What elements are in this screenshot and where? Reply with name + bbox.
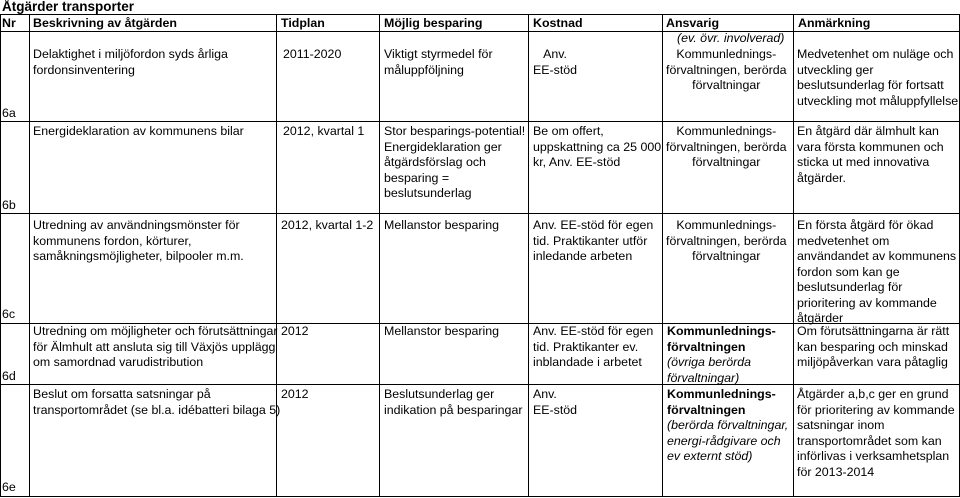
row-6c-ansvarig (666, 218, 787, 265)
row-6e-tidplan (281, 387, 309, 403)
line: Mellanstor besparing (384, 218, 500, 232)
line: indikation på besparingar (384, 402, 523, 417)
row-6b-nr: 6b (2, 198, 16, 212)
line: förvaltningen, berörda (666, 62, 787, 77)
row-6e-nr: 6e (2, 480, 16, 494)
col-border-left (0, 14, 1, 497)
row-6c-beskrivning (33, 218, 244, 265)
line: Energideklaration ger (384, 139, 502, 154)
line: Åtgärder a,b,c ger en grund (797, 387, 949, 401)
row-border-6b (0, 213, 960, 214)
line: Stor besparings-potential! (384, 124, 526, 138)
line: Kommunlednings- (676, 47, 777, 61)
line: Medvetenhet om nuläge och (797, 47, 954, 61)
header-nr: Nr (2, 16, 16, 30)
line: tid. Praktikanter utför (533, 233, 648, 248)
line: Anv. EE-stöd för egen (533, 218, 654, 232)
col-border-tidplan (379, 14, 380, 497)
line: förvaltningen (667, 402, 746, 417)
line: åtgärder (797, 311, 844, 325)
row-6a-ansvarig (666, 47, 787, 94)
line: 2011-2020 (283, 47, 342, 61)
line: En första åtgärd för ökad (797, 218, 934, 232)
col-border-ansvarig (793, 14, 794, 497)
header-ansvarig-sub: (ev. övr. involverad) (677, 31, 785, 45)
line: Beslutsunderlag ger (384, 387, 495, 401)
line: införlivas i verksamhetsplan (797, 449, 950, 463)
row-6a-beskrivning (33, 47, 228, 78)
line: vara första kommunen och (797, 139, 944, 154)
line: miljöpåverkan vara påtaglig (797, 355, 948, 369)
col-border-nr (29, 14, 30, 497)
col-border-kostnad (662, 14, 663, 497)
line: inledande arbeten (533, 249, 633, 263)
row-6e-kostnad (533, 387, 577, 418)
line: (berörda förvaltningar, (667, 418, 789, 432)
line: kan besparing och minskad (797, 339, 948, 354)
row-6c-nr: 6c (2, 307, 16, 321)
page-title: Åtgärder transporter (2, 0, 135, 14)
row-6d-kostnad (533, 324, 653, 371)
line: Energideklaration av kommunens bilar (33, 124, 244, 138)
line: förvaltningar) (667, 370, 740, 385)
line: 2012 (281, 324, 309, 338)
line: Mellanstor besparing (384, 324, 500, 338)
line: måluppföljning (384, 62, 464, 77)
line: inblandade i arbetet (533, 355, 642, 369)
row-6b-ansvarig (666, 124, 787, 171)
row-6e-beskrivning (33, 387, 280, 418)
line: Anv. EE-stöd för egen (533, 324, 654, 338)
line: fordon som kan ge (797, 264, 900, 279)
line: kommunens fordon, körturer, (33, 233, 192, 248)
row-6e-besparing (384, 387, 522, 418)
line: Kommunlednings- (676, 124, 777, 138)
line: medvetenhet om (797, 233, 890, 248)
line: Anv. (543, 47, 567, 61)
line: åtgärdsförslag och (384, 155, 486, 169)
line: fordonsinventering (33, 62, 135, 77)
row-6a-anmarkning (797, 47, 958, 109)
line: besparing = (384, 170, 450, 185)
row-6d-besparing (384, 324, 499, 340)
table-top-border (0, 14, 960, 15)
row-6b-beskrivning (33, 124, 244, 140)
line: utveckling ger (797, 62, 874, 77)
line: för prioritering av kommande (797, 402, 955, 417)
row-6d-nr: 6d (2, 369, 16, 383)
line: EE-stöd (533, 402, 578, 417)
line: förvaltningen (667, 339, 746, 354)
line: energi-rådgivare och (667, 433, 781, 448)
line: för Älmhult att ansluta sig till Växjös upplägg (33, 339, 276, 354)
line: transportområdet (se bl.a. idébatteri bilaga 5) (33, 402, 281, 417)
line: uppskattning ca 25 000 (533, 139, 662, 154)
row-6a-nr: 6a (2, 106, 16, 120)
row-border-6a (0, 121, 960, 122)
line: beslutsunderlag (384, 186, 472, 200)
line: beslutsunderlag för fortsatt (797, 78, 944, 92)
row-6b-besparing (384, 124, 525, 202)
row-6d-anmarkning (797, 324, 949, 371)
row-6c-kostnad (533, 218, 653, 265)
line: förvaltningar (692, 249, 761, 263)
line: Kommunlednings- (667, 324, 776, 338)
row-6b-anmarkning (797, 124, 944, 186)
line: användandet av kommunens (797, 249, 957, 263)
line: beslutsunderlag för (797, 280, 903, 294)
line: sticka ut med innovativa (797, 155, 930, 169)
header-anmarkning: Anmärkning (798, 16, 871, 30)
line: Delaktighet i miljöfordon syds årliga (33, 47, 228, 61)
line: kr, Anv. EE-stöd (533, 155, 621, 169)
row-6e-anmarkning (797, 387, 955, 480)
line: Be om offert, (533, 124, 604, 138)
header-beskrivning: Beskrivning av åtgärden (33, 16, 177, 30)
line: om samordnad varudistribution (33, 355, 204, 369)
line: samåkningsmöjligheter, bilpooler m.m. (33, 249, 244, 263)
row-6b-kostnad (533, 124, 661, 171)
line: Kommunlednings- (667, 387, 776, 401)
header-tidplan: Tidplan (281, 16, 325, 30)
line: prioritering av kommande (797, 295, 937, 310)
line: Utredning om möjligheter och förutsättningar (33, 324, 278, 338)
row-6b-tidplan (283, 124, 364, 140)
row-6c-besparing (384, 218, 499, 234)
line: förvaltningar (692, 78, 761, 92)
line: Utredning av användningsmönster för (33, 218, 240, 232)
line: för 2013-2014 (797, 464, 875, 479)
line: tid. Praktikanter ev. (533, 339, 639, 354)
line: förvaltningen, berörda (666, 139, 787, 154)
line: En åtgärd där älmhult kan (797, 124, 939, 138)
line: förvaltningen, berörda (666, 233, 787, 248)
row-6a-tidplan (283, 47, 341, 63)
row-6c-tidplan (281, 218, 373, 234)
row-6a-kostnad (533, 47, 577, 78)
row-6d-ansvarig (667, 324, 776, 386)
line: 2012, kvartal 1 (283, 124, 365, 138)
line: 2012 (281, 387, 309, 401)
header-ansvarig: Ansvarig (666, 16, 720, 30)
line: transportområdet som kan (797, 433, 942, 448)
line: åtgärder. (797, 170, 846, 185)
table-bottom-border (0, 496, 960, 497)
header-kostnad: Kostnad (533, 16, 583, 30)
line: utveckling mot måluppfyllelse (797, 93, 959, 108)
row-6e-ansvarig (667, 387, 788, 465)
col-border-beskrivning (276, 14, 277, 497)
line: förvaltningar (692, 155, 761, 169)
row-6a-besparing (384, 47, 493, 78)
row-6d-tidplan (281, 324, 309, 340)
row-6c-anmarkning (797, 218, 956, 327)
line: Kommunlednings- (676, 218, 777, 232)
line: Om förutsättningarna är rätt (797, 324, 950, 338)
header-besparing: Möjlig besparing (384, 16, 483, 30)
row-border-6d (0, 384, 960, 385)
line: (övriga berörda (667, 355, 752, 369)
line: EE-stöd (533, 62, 578, 77)
line: Viktigt styrmedel för (384, 47, 493, 61)
line: 2012, kvartal 1-2 (281, 218, 374, 232)
col-border-besparing (528, 14, 529, 497)
line: Anv. (533, 387, 557, 401)
line: Beslut om forsatta satsningar på (33, 387, 211, 401)
line: satsningar inom (797, 418, 885, 432)
row-6d-beskrivning (33, 324, 278, 371)
line: ev externt stöd) (667, 449, 753, 463)
